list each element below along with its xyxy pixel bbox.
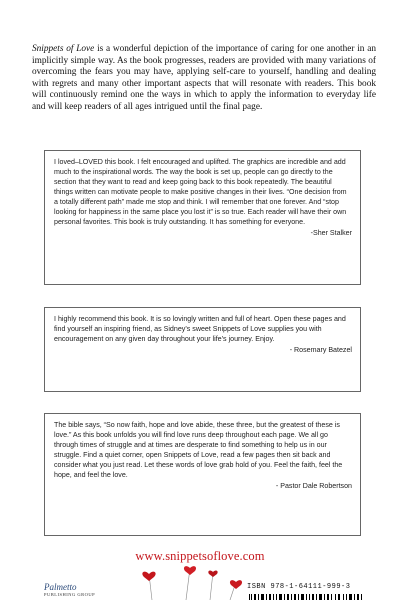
description-text: is a wonderful depiction of the importance of caring for one another in an implicitly simple way. As the book progresses, readers are provided with many variations of overcoming the fears you may have, applying self-care to yourself, handling and dealing with regrets and many other important aspects that will resonate with readers. This book will continuously remind one the ways in which to apply the information to everyday life and will keep readers of all ages intrigued until the final page. — [32, 44, 376, 112]
barcode-bars — [247, 594, 367, 600]
review-text: I highly recommend this book. It is so lovingly written and full of heart. Open these pages and find yourself an inspiring friend, as Sidney’s sweet Snippets of Love supplies you with encouragement on any given day throughout your life’s journey. Enjoy. — [54, 315, 346, 343]
website-url: www.snippetsoflove.com — [135, 549, 265, 563]
review-attribution: - Pastor Dale Robertson — [275, 482, 352, 490]
publisher-group: PUBLISHING GROUP — [44, 592, 96, 597]
review-text: I loved–LOVED this book. I felt encouraged and uplifted. The graphics are incredible and add much to the inspirational words. The way the book is set up, people can go directly to the section that they want to read and keep going back to this book repeatedly. The beautiful things written can motivate people to make positive changes in their lives. “One decision from a totally different path” made me stop and think. I will remember that one forever. And “stop looking for happiness in the same place you lost it” is so true. Each reader will have their own personal favorites. This book is truly outstanding. It has something for everyone. — [54, 158, 347, 226]
review-box — [44, 150, 361, 285]
review-box — [44, 413, 361, 536]
review-box — [44, 307, 361, 392]
heart-icon — [184, 566, 196, 600]
publisher-name: Palmetto — [44, 582, 77, 592]
review-attribution: - Rosemary Batezel — [289, 346, 352, 354]
book-title: Snippets of Love — [32, 44, 95, 54]
book-description — [32, 44, 376, 114]
review-text: The bible says, “So now faith, hope and love abide, these three, but the greatest of these is love.” As this book unfolds you will find love runs deep throughout each page. We all go through times of struggle and at times are desperate to find something to help us in our struggle. Find a quiet corner, open Snippets of Love, read a few pages then sit back and consider what you just read. Let these words of love grab hold of you. Feel the faith, feel the hope, and feel the love. — [54, 421, 343, 479]
publisher-logo — [44, 582, 154, 600]
heart-icon — [230, 580, 242, 600]
barcode — [247, 583, 367, 600]
review-attribution: -Sher Stalker — [310, 229, 352, 237]
isbn-number: ISBN 978-1-64111-999-3 — [247, 583, 351, 591]
heart-icon — [208, 571, 217, 600]
